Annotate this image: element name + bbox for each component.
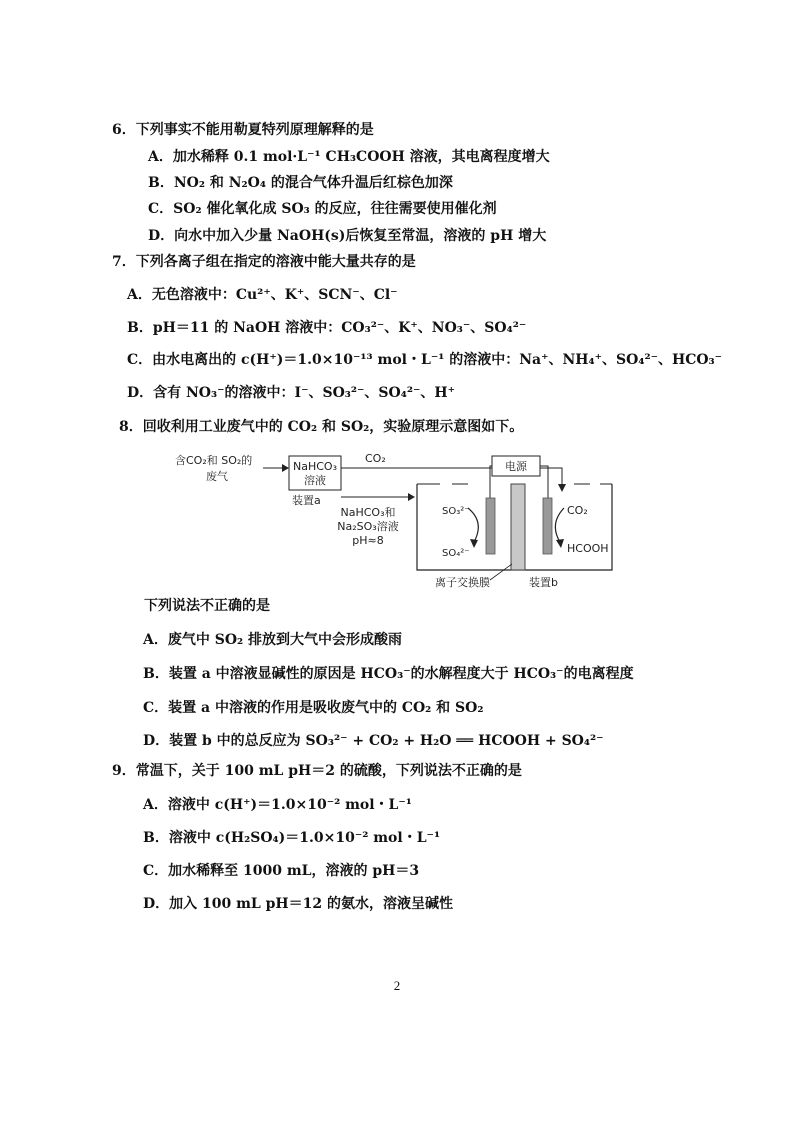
question-7-option-a: A．无色溶液中：Cu²⁺、K⁺、SCN⁻、Cl⁻ (127, 287, 398, 303)
diagram-left-curve-arrow (468, 508, 478, 542)
diagram-co2-top: CO₂ (365, 452, 386, 465)
question-8-option-d: D．装置 b 中的总反应为 SO₃²⁻ + CO₂ + H₂O ══ HCOOH + SO₄²⁻ (143, 733, 604, 749)
diagram-right-in: CO₂ (567, 504, 588, 517)
diagram-feed-label-2: 废气 (206, 470, 228, 483)
diagram-left-in: SO₃²⁻ (442, 506, 470, 517)
question-7-option-b: B．pH＝11 的 NaOH 溶液中：CO₃²⁻、K⁺、NO₃⁻、SO₄²⁻ (127, 320, 527, 336)
question-8-option-a: A．废气中 SO₂ 排放到大气中会形成酸雨 (143, 632, 403, 648)
question-6-option-c: C．SO₂ 催化氧化成 SO₃ 的反应，往往需要使用催化剂 (148, 201, 497, 217)
question-8-stem: 8．回收利用工业废气中的 CO₂ 和 SO₂，实验原理示意图如下。 (119, 419, 524, 435)
question-6-option-d: D．向水中加入少量 NaOH(s)后恢复至常温，溶液的 pH 增大 (148, 228, 547, 244)
question-9-option-a: A．溶液中 c(H⁺)＝1.0×10⁻² mol・L⁻¹ (143, 797, 412, 813)
question-9-option-d: D．加入 100 mL pH＝12 的氨水，溶液呈碱性 (143, 896, 454, 912)
diagram-power-label: 电源 (505, 460, 527, 473)
diagram-device-a: 装置a (292, 494, 321, 507)
diagram-feed-label-1: 含CO₂和 SO₂的 (175, 454, 253, 467)
diagram-transfer-arrowhead (408, 493, 415, 501)
question-6-option-a: A．加水稀释 0.1 mol·L⁻¹ CH₃COOH 溶液，其电离程度增大 (148, 149, 550, 165)
electrolysis-diagram (172, 442, 672, 592)
diagram-right-out: HCOOH (567, 542, 609, 555)
question-6-stem: 6．下列事实不能用勒夏特列原理解释的是 (112, 122, 374, 138)
diagram-electrode-left (486, 498, 495, 554)
diagram-wire-right (540, 466, 548, 498)
diagram-membrane-label: 离子交换膜 (435, 576, 490, 589)
diagram-mid-2: Na₂SO₃溶液 (337, 520, 399, 533)
question-6-option-b: B．NO₂ 和 N₂O₄ 的混合气体升温后红棕色加深 (148, 175, 453, 191)
diagram-device-b: 装置b (529, 576, 558, 589)
question-8-option-b: B．装置 a 中溶液显碱性的原因是 HCO₃⁻的水解程度大于 HCO₃⁻的电离程度 (143, 666, 634, 682)
page-number: 2 (393, 978, 401, 993)
question-7-option-c: C．由水电离出的 c(H⁺)＝1.0×10⁻¹³ mol・L⁻¹ 的溶液中：Na⁺、NH₄⁺、SO₄²⁻、HCO₃⁻ (127, 352, 723, 368)
question-9-stem: 9．常温下，关于 100 mL pH＝2 的硫酸，下列说法不正确的是 (112, 763, 522, 779)
question-8-substem: 下列说法不正确的是 (144, 598, 270, 614)
diagram-right-curve-arrow (555, 508, 564, 542)
question-9-option-b: B．溶液中 c(H₂SO₄)＝1.0×10⁻² mol・L⁻¹ (143, 830, 441, 846)
diagram-co2-arrowhead (558, 484, 566, 492)
diagram-mid-1: NaHCO₃和 (340, 506, 396, 519)
question-8-option-c: C．装置 a 中溶液的作用是吸收废气中的 CO₂ 和 SO₂ (143, 700, 484, 716)
diagram-feed-arrowhead (282, 464, 289, 472)
question-7-stem: 7．下列各离子组在指定的溶液中能大量共存的是 (112, 254, 416, 270)
diagram-electrode-right (543, 498, 552, 554)
diagram-left-out: SO₄²⁻ (442, 548, 470, 559)
diagram-box-a-line1: NaHCO₃ (293, 460, 337, 473)
diagram-box-a-line2: 溶液 (304, 474, 326, 487)
question-9-option-c: C．加水稀释至 1000 mL，溶液的 pH＝3 (143, 863, 420, 879)
diagram-mid-3: pH≈8 (352, 534, 384, 547)
diagram-membrane (511, 484, 525, 570)
question-7-option-d: D．含有 NO₃⁻的溶液中：I⁻、SO₃²⁻、SO₄²⁻、H⁺ (127, 385, 456, 401)
